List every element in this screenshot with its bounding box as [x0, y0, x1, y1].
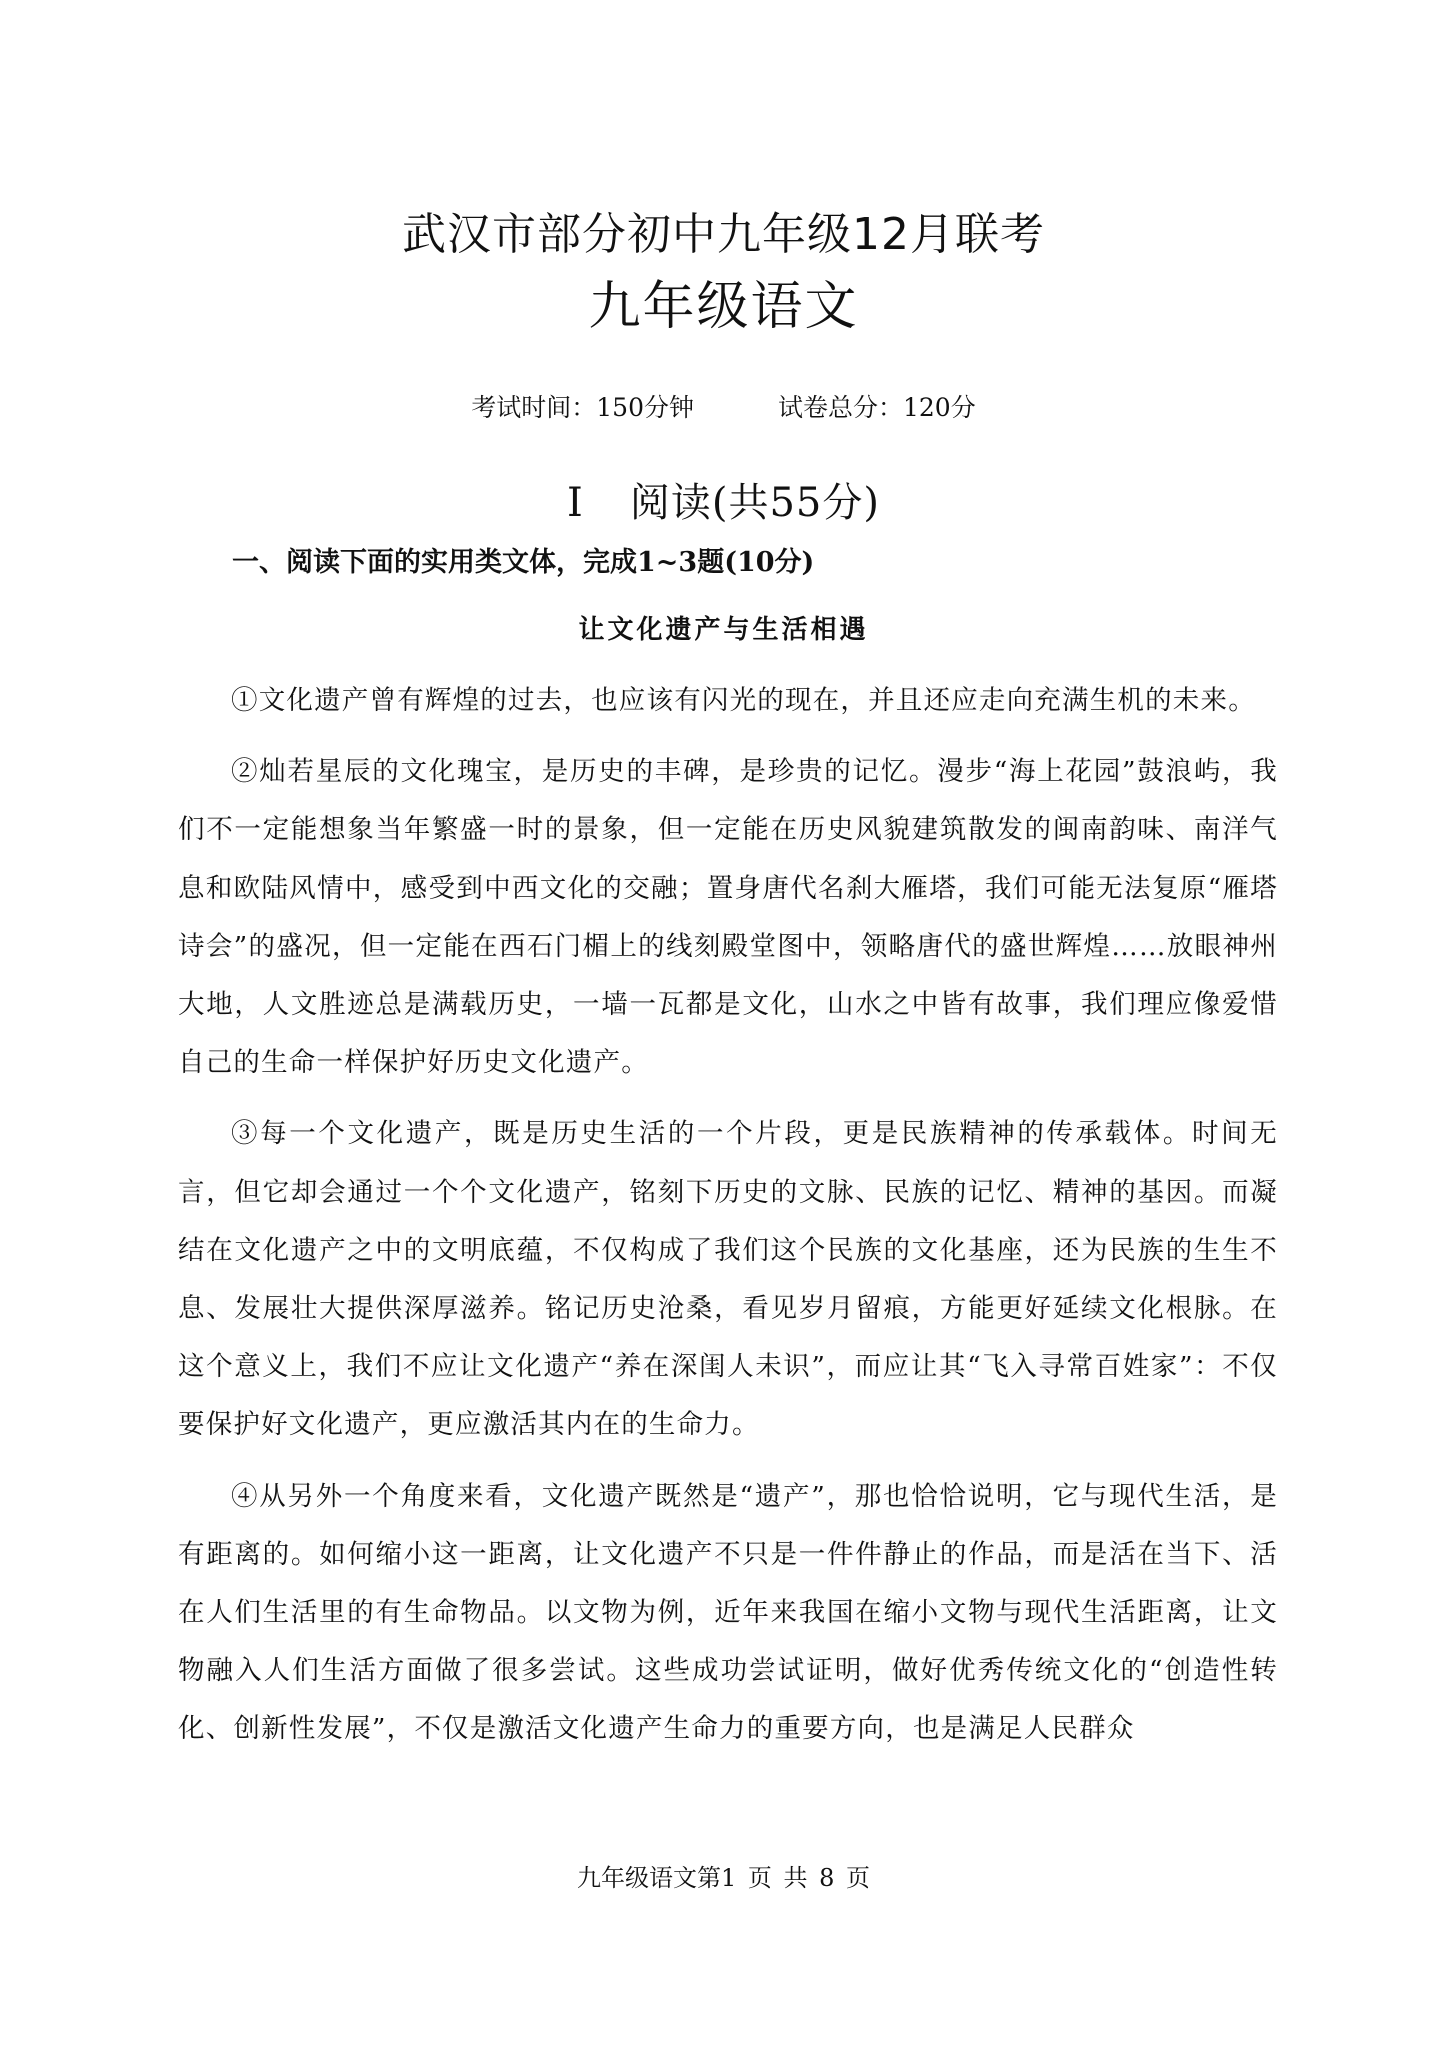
- article-body: [178, 672, 1278, 1772]
- section-title: 阅读(共55分): [629, 480, 880, 526]
- exam-time: 考试时间：150分钟: [471, 393, 694, 422]
- article-paragraph: ③每一个文化遗产，既是历史生活的一个片段，更是民族精神的传承载体。时间无言，但它却会通过一个个文化遗产，铭刻下历史的文脉、民族的记忆、精神的基因。而凝结在文化遗产之中的文明底蕴，不仅构成了我们这个民族的文化基座，还为民族的生生不息、发展壮大提供深厚滋养。铭记历史沧桑，看见岁月留痕，方能更好延续文化根脉。在这个意义上，我们不应让文化遗产“养在深闺人未识”，而应让其“飞入寻常百姓家”：不仅要保护好文化遗产，更应激活其内在的生命力。: [178, 1118, 1278, 1441]
- article-title: 让文化遗产与生活相遇: [578, 615, 869, 645]
- article-paragraph: ②灿若星辰的文化瑰宝，是历史的丰碑，是珍贵的记忆。漫步“海上花园”鼓浪屿，我们不一定能想象当年繁盛一时的景象，但一定能在历史风貌建筑散发的闽南韵味、南洋气息和欧陆风情中，感受到中西文化的交融；置身唐代名刹大雁塔，我们可能无法复原“雁塔诗会”的盛况，但一定能在西石门楣上的线刻殿堂图中，领略唐代的盛世辉煌……放眼神州大地，人文胜迹总是满载历史，一墙一瓦都是文化，山水之中皆有故事，我们理应像爱惜自己的生命一样保护好历史文化遗产。: [178, 756, 1278, 1079]
- section-numeral: I: [567, 480, 584, 526]
- page-footer: 九年级语文第1 页 共 8 页: [576, 1864, 871, 1892]
- exam-total-score: 试卷总分：120分: [778, 393, 976, 422]
- section-heading: [0, 476, 1447, 530]
- exam-meta: [0, 390, 1447, 426]
- question-instruction: 一、阅读下面的实用类文体，完成1~3题(10分): [232, 547, 815, 578]
- article-paragraph: ④从另外一个角度来看，文化遗产既然是“遗产”，那也恰恰说明，它与现代生活，是有距离的。如何缩小这一距离，让文化遗产不只是一件件静止的作品，而是活在当下、活在人们生活里的有生命物品。以文物为例，近年来我国在缩小文物与现代生活距离，让文物融入人们生活方面做了很多尝试。这些成功尝试证明，做好优秀传统文化的“创造性转化、创新性发展”，不仅是激活文化遗产生命力的重要方向，也是满足人民群众: [178, 1480, 1278, 1745]
- subject-title: 九年级语文: [588, 277, 859, 337]
- exam-name: 武汉市部分初中九年级12月联考: [402, 209, 1045, 260]
- article-paragraph: ①文化遗产曾有辉煌的过去，也应该有闪光的现在，并且还应走向充满生机的未来。: [231, 685, 1256, 716]
